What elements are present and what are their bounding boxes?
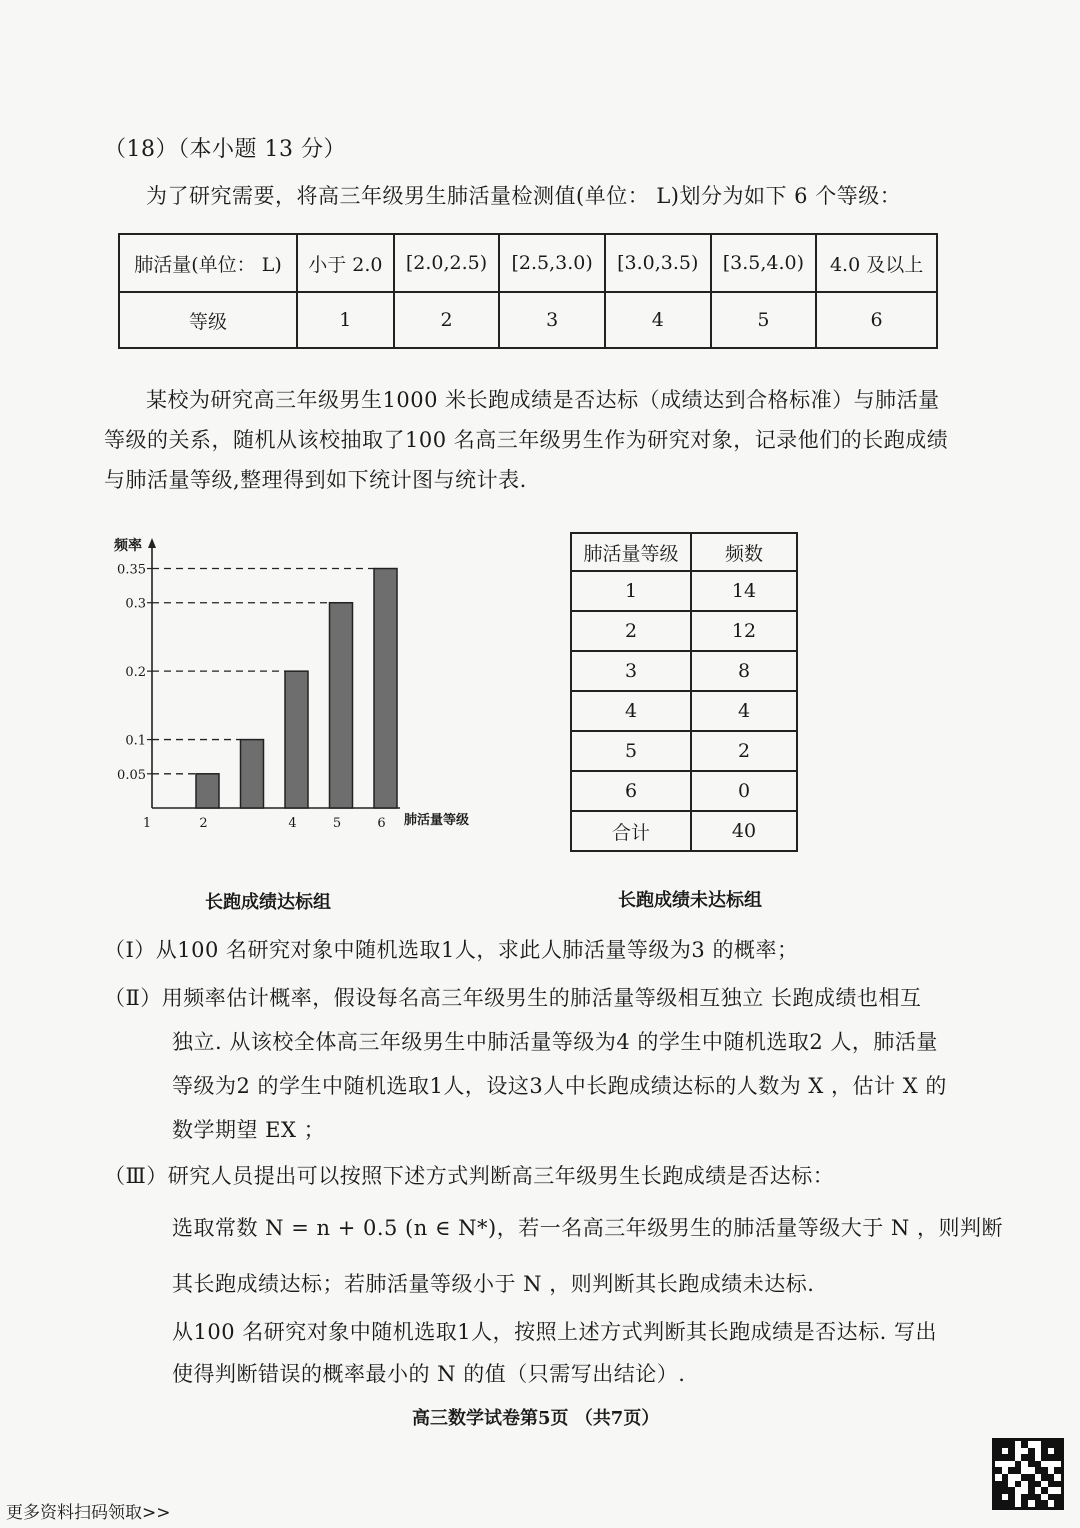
grade-table-row-level — [119, 292, 937, 348]
table-cell: 14 — [691, 571, 797, 611]
table-cell: 5 — [571, 731, 691, 771]
question-header: （18）（本小题 13 分） — [104, 137, 346, 162]
bar-6 — [374, 569, 397, 808]
table-caption: 长跑成绩未达标组 — [618, 890, 762, 911]
part-3-line: （Ⅲ）研究人员提出可以按照下述方式判断高三年级男生长跑成绩是否达标： — [104, 1164, 835, 1188]
promo-text[interactable]: 更多资料扫码领取>> — [6, 1503, 171, 1523]
y-tick-label: 0.3 — [125, 596, 146, 612]
table-row — [571, 611, 797, 651]
bar-5 — [330, 603, 353, 808]
table-cell: 2 — [571, 611, 691, 651]
paragraph-line: 等级的关系，随机从该校抽取了100 名高三年级男生作为研究对象，记录他们的长跑成绩 — [104, 428, 949, 452]
part-1: （Ⅰ）从100 名研究对象中随机选取1人，求此人肺活量等级为3 的概率； — [104, 938, 799, 962]
grade-table-cell: 3 — [499, 292, 605, 348]
y-axis-label: 频率 — [114, 538, 142, 554]
bar-chart — [100, 530, 520, 840]
table-cell: 12 — [691, 611, 797, 651]
table-cell: 2 — [691, 731, 797, 771]
bar-2 — [196, 774, 219, 808]
x-axis-label: 肺活量等级 — [404, 813, 470, 828]
table-cell: 0 — [691, 771, 797, 811]
part-2-line: 等级为2 的学生中随机选取1人，设这3人中长跑成绩达标的人数为 X ，估计 X 的 — [172, 1074, 947, 1098]
grade-table-cell: [2.0,2.5) — [394, 234, 500, 292]
part-3-line: 其长跑成绩达标；若肺活量等级小于 N ，则判断其长跑成绩未达标. — [172, 1272, 815, 1296]
table-cell: 4 — [571, 691, 691, 731]
y-tick-label: 0.05 — [117, 767, 146, 783]
table-row — [571, 571, 797, 611]
x-tick-label: 1 — [142, 816, 152, 831]
page-number: 高三数学试卷第5页 （共7页） — [412, 1408, 660, 1429]
chart-caption: 长跑成绩达标组 — [205, 892, 331, 913]
table-cell: 6 — [571, 771, 691, 811]
bar-3 — [241, 740, 264, 808]
part-2-line: 数学期望 EX ； — [172, 1118, 326, 1142]
grade-table-cell: [3.0,3.5) — [605, 234, 711, 292]
grade-table-cell: [2.5,3.0) — [499, 234, 605, 292]
table-row — [571, 771, 797, 811]
part-3-line: 选取常数 N = n + 0.5 (n ∈ N*)，若一名高三年级男生的肺活量等级大于 N ，则判断 — [172, 1216, 1003, 1240]
grade-table-row-label: 等级 — [119, 292, 297, 348]
y-tick-label: 0.2 — [125, 665, 146, 681]
y-axis-arrow-icon — [148, 538, 156, 548]
part-2-line: 独立. 从该校全体高三年级男生中肺活量等级为4 的学生中随机选取2 人，肺活量 — [172, 1030, 938, 1054]
part-3-line: 使得判断错误的概率最小的 N 的值（只需写出结论）. — [172, 1362, 686, 1386]
part-2-line: （Ⅱ）用频率估计概率，假设每名高三年级男生的肺活量等级相互独立 长跑成绩也相互 — [104, 986, 922, 1010]
grade-table-cell: 6 — [816, 292, 937, 348]
question-intro: 为了研究需要，将高三年级男生肺活量检测值(单位： L)划分为如下 6 个等级： — [146, 184, 902, 208]
grade-table-cell: 4 — [605, 292, 711, 348]
grade-table-cell: 1 — [297, 292, 394, 348]
table-cell: 3 — [571, 651, 691, 691]
qr-code-icon[interactable] — [992, 1438, 1064, 1510]
x-tick-label: 2 — [199, 816, 208, 831]
bar-4 — [285, 671, 308, 808]
grade-table-cell: [3.5,4.0) — [711, 234, 817, 292]
table-cell: 8 — [691, 651, 797, 691]
frequency-table — [570, 532, 798, 852]
x-tick-label: 6 — [377, 816, 386, 831]
frequency-table-header-cell: 肺活量等级 — [571, 533, 691, 571]
y-tick-label: 0.1 — [125, 733, 146, 749]
y-tick-label: 0.35 — [117, 562, 146, 578]
table-row-total — [571, 811, 797, 851]
table-cell: 合计 — [571, 811, 691, 851]
table-cell: 1 — [571, 571, 691, 611]
table-row — [571, 651, 797, 691]
frequency-table-header-cell: 频数 — [691, 533, 797, 571]
x-tick-label: 5 — [332, 816, 342, 831]
paragraph-line: 某校为研究高三年级男生1000 米长跑成绩是否达标（成绩达到合格标准）与肺活量 — [146, 388, 940, 412]
grade-table-cell: 小于 2.0 — [297, 234, 394, 292]
grade-table-cell: 2 — [394, 292, 500, 348]
table-row — [571, 691, 797, 731]
table-row — [571, 731, 797, 771]
x-tick-label: 4 — [288, 816, 297, 831]
grade-table-cell: 4.0 及以上 — [816, 234, 937, 292]
grade-table — [118, 233, 938, 349]
grade-table-row-label: 肺活量(单位： L) — [119, 234, 297, 292]
grade-table-cell: 5 — [711, 292, 817, 348]
table-cell: 40 — [691, 811, 797, 851]
paragraph-line: 与肺活量等级,整理得到如下统计图与统计表. — [104, 468, 527, 492]
part-3-line: 从100 名研究对象中随机选取1人，按照上述方式判断其长跑成绩是否达标. 写出 — [172, 1320, 937, 1344]
table-cell: 4 — [691, 691, 797, 731]
frequency-table-header — [571, 533, 797, 571]
grade-table-row-capacity — [119, 234, 937, 292]
